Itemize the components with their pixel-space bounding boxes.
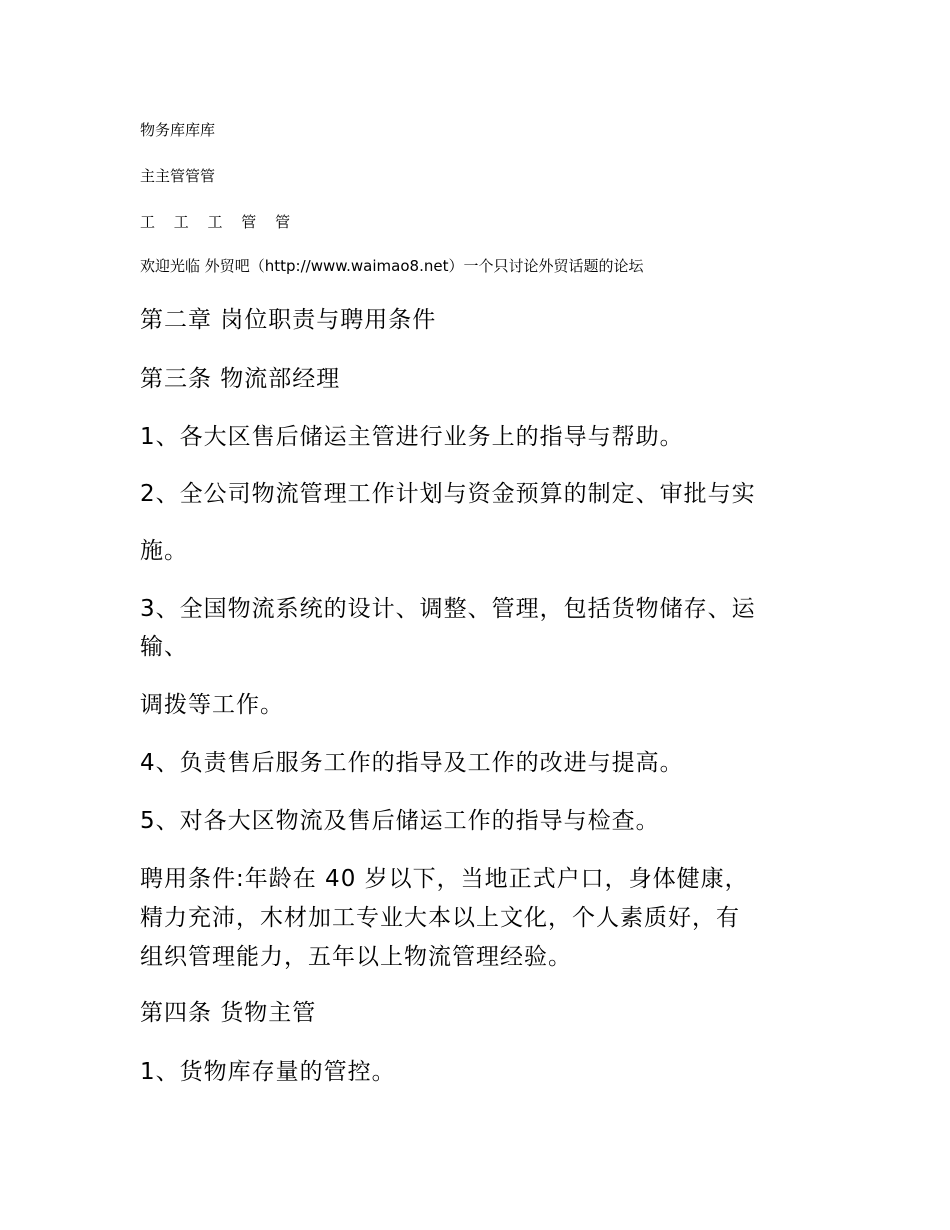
hiring-conditions-line3: 组织管理能力，五年以上物流管理经验。 <box>140 944 572 970</box>
article3-item2-line1: 2、全公司物流管理工作计划与资金预算的制定、审批与实 <box>140 481 756 507</box>
hiring-conditions-line2: 精力充沛，木材加工专业大本以上文化，个人素质好，有 <box>140 905 740 931</box>
article4-item1: 1、货物库存量的管控。 <box>140 1059 396 1085</box>
article3-item3-line3: 调拨等工作。 <box>140 692 284 718</box>
header-row-supervisor: 主主管管管 <box>140 167 216 185</box>
header-row-warehouse: 物务库库库 <box>140 121 216 139</box>
article3-item2-line2: 施。 <box>140 538 188 564</box>
article3-item5: 5、对各大区物流及售后储运工作的指导与检查。 <box>140 808 660 834</box>
article3-heading: 第三条 物流部经理 <box>140 366 341 392</box>
hiring-conditions-line1: 聘用条件:年龄在 40 岁以下，当地正式户口，身体健康， <box>140 866 749 892</box>
welcome-banner: 欢迎光临 外贸吧（http://www.waimao8.net）一个只讨论外贸话题的论坛 <box>140 257 644 275</box>
article3-item4: 4、负责售后服务工作的指导及工作的改进与提高。 <box>140 750 684 776</box>
article3-item3-line2: 输、 <box>140 634 188 660</box>
article3-item1: 1、各大区售后储运主管进行业务上的指导与帮助。 <box>140 424 684 450</box>
header-row-worker: 工 工 工 管 管 <box>140 213 298 231</box>
article3-item3-line1: 3、全国物流系统的设计、调整、管理，包括货物储存、运 <box>140 596 756 622</box>
article4-heading: 第四条 货物主管 <box>140 1000 317 1026</box>
chapter-heading: 第二章 岗位职责与聘用条件 <box>140 307 437 333</box>
